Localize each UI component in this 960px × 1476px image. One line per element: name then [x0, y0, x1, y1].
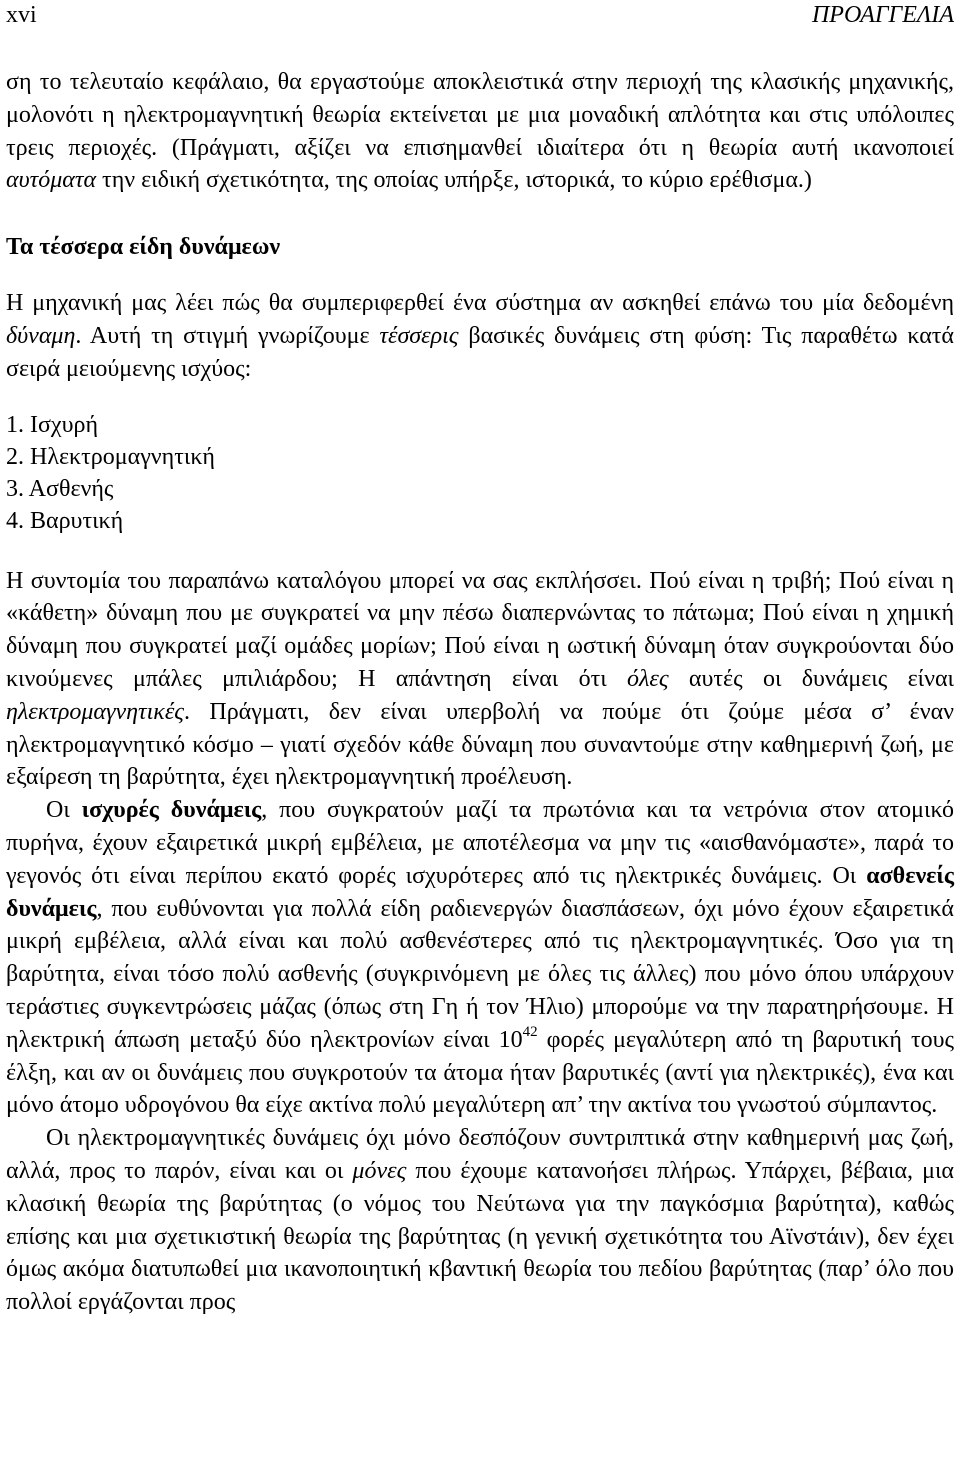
text-run: που έχουμε κατανοήσει πλήρως. Υπάρχει, βέβαια, μια κλασική θεωρία της βαρύτητας (ο νόμος του Νεύτωνα για την παγκόσμια βαρύτητα), καθώς επίσης και μια σχετικιστική θεωρία της βαρύτητας (η γενική σχετικότητα του Αϊνστάιν), δεν έχει όμως ακόμα διατυπωθεί μια ικανοποιητική κβαντική θεωρία του πεδίου βαρύτητας (παρ’ όλο που πολλοί εργάζονται προς [6, 1157, 954, 1316]
bold-weak-forces: ασθενείς δυνάμεις [6, 862, 954, 922]
paragraph-em-dominance [6, 1122, 954, 1319]
text-run: φορές μεγαλύτερη από τη βαρυτική τους έλξη, και αν οι δυνάμεις που συγκροτούν τα άτομα ήταν βαρυτικές (αντί για ηλεκτρικές), ένα και μόνο άτομο υδρογόνου θα είχε ακτίνα πολύ μεγαλύτερη απ’ την ακτίνα του γνωστού σύμπαντος. [6, 1026, 954, 1119]
text-run: , που συγκρατούν μαζί τα πρωτόνια και τα νετρόνια στον ατομικό πυρήνα, έχουν εξαιρετικά μικρή εμβέλεια, με αποτέλεσμα να μην τις «αισθανόμαστε», παρά το γεγονός ότι είναι περίπου εκατό φορές ισχυρότερες από τις ηλεκτρικές δυνάμεις. Οι [6, 797, 955, 889]
page-content [6, 66, 954, 1319]
text-run: ση το τελευταίο κεφάλαιο, θα εργαστούμε αποκλειστικά στην περιοχή της κλασικής μηχανικής, μολονότι η ηλεκτρομαγνητική θεωρία εκτείνεται με μια μοναδική απλότητα και στις υπόλοιπες τρεις περιοχές. (Πράγματι, αξίζει να επισημανθεί ιδιαίτερα ότι η θεωρία αυτή ικανοποιεί [6, 69, 954, 161]
text-run: Οι ηλεκτρομαγνητικές δυνάμεις όχι μόνο δεσπόζουν συντριπτικά στην καθημερινή μας ζωή, αλλά, προς το παρόν, είναι και οι [6, 1125, 954, 1184]
bold-strong-forces: ισχυρές δυνάμεις [81, 797, 262, 824]
emphasis-electromagnetic: ηλεκτρομαγνητικές [6, 698, 185, 725]
section-heading: Τα τέσσερα είδη δυνάμεων [6, 234, 281, 261]
paragraph-list-brevity [6, 565, 954, 795]
text-run: . Πράγματι, δεν είναι υπερβολή να πούμε ότι ζούμε μέσα σ’ έναν ηλεκτρομαγνητικό κόσμο – γιατί σχεδόν κάθε δύναμη που συναντούμε στην καθημερινή ζωή, με εξαίρεση τη βαρύτητα, έχει ηλεκτρομαγνητική προέλευση. [6, 698, 954, 791]
text-run: , που ευθύνονται για πολλά είδη ραδιενεργών διασπάσεων, όχι μόνο έχουν εξαιρετικά μικρή εμβέλεια, αλλά είναι και πολύ ασθενέστερες από τις ηλεκτρομαγνητικές. Όσο για τη βαρύτητα, είναι τόσο πολύ ασθενής (συγκρινόμενη με όλες τις άλλες) που μόνο όπου υπάρχουν τεράστιες συγκεντρώσεις μάζας (όπως στη Γη ή τον Ήλιο) μπορούμε να την παρατηρήσουμε. Η ηλεκτρική άπωση μεταξύ δύο ηλεκτρονίων είναι [6, 895, 954, 1053]
emphasis-automatically: αυτόματα [6, 167, 97, 194]
paragraph-strong-weak [6, 794, 954, 1122]
text-run: Οι [46, 797, 82, 824]
list-item: 4. Βαρυτική [6, 507, 124, 534]
page-number: xvi [6, 2, 37, 28]
text-run: Η μηχανική μας λέει πώς θα συμπεριφερθεί ένα σύστημα αν ασκηθεί επάνω του μία δεδομένη [6, 290, 954, 317]
power-base: 10 [498, 1026, 523, 1053]
emphasis-four: τέσσερις [379, 322, 459, 349]
power-exponent: 42 [522, 1023, 538, 1040]
list-item: 1. Ισχυρή [6, 411, 98, 438]
emphasis-all: όλες [627, 665, 669, 692]
text-run: . Αυτή τη στιγμή γνωρίζουμε [75, 322, 380, 349]
paragraph-mechanics-intro [6, 287, 954, 385]
list-item: 3. Ασθενής [6, 475, 114, 502]
text-run: αυτές οι δυνάμεις είναι [668, 665, 954, 692]
forces-list [6, 409, 954, 537]
paragraph-continued [6, 66, 954, 197]
text-run: Η συντομία του παραπάνω καταλόγου μπορεί να σας εκπλήσσει. Πού είναι η τριβή; Πού είναι η «κάθετη» δύναμη που με συγκρατεί να μην πέσω διαπερνώντας το πάτωμα; Πού είναι η χημική δύναμη που συγκρατεί μαζί ομάδες μορίων; Πού είναι η ωστική δύναμη όταν συγκρούονται δύο κινούμενες μπάλες μπιλιάρδου; Η απάντηση είναι ότι [6, 567, 954, 692]
emphasis-only: μόνες [352, 1157, 407, 1184]
text-run: βασικές δυνάμεις στη φύση: Τις παραθέτω κατά σειρά μειούμενης ισχύος: [6, 322, 954, 382]
text-run: την ειδική σχετικότητα, της οποίας υπήρξε, ιστορικά, το κύριο ερέθισμα.) [96, 167, 812, 194]
chapter-title: ΠΡΟΑΓΓΕΛΙΑ [811, 2, 954, 28]
emphasis-force: δύναμη [6, 322, 76, 349]
running-head [6, 0, 954, 30]
list-item: 2. Ηλεκτρομαγνητική [6, 443, 215, 470]
